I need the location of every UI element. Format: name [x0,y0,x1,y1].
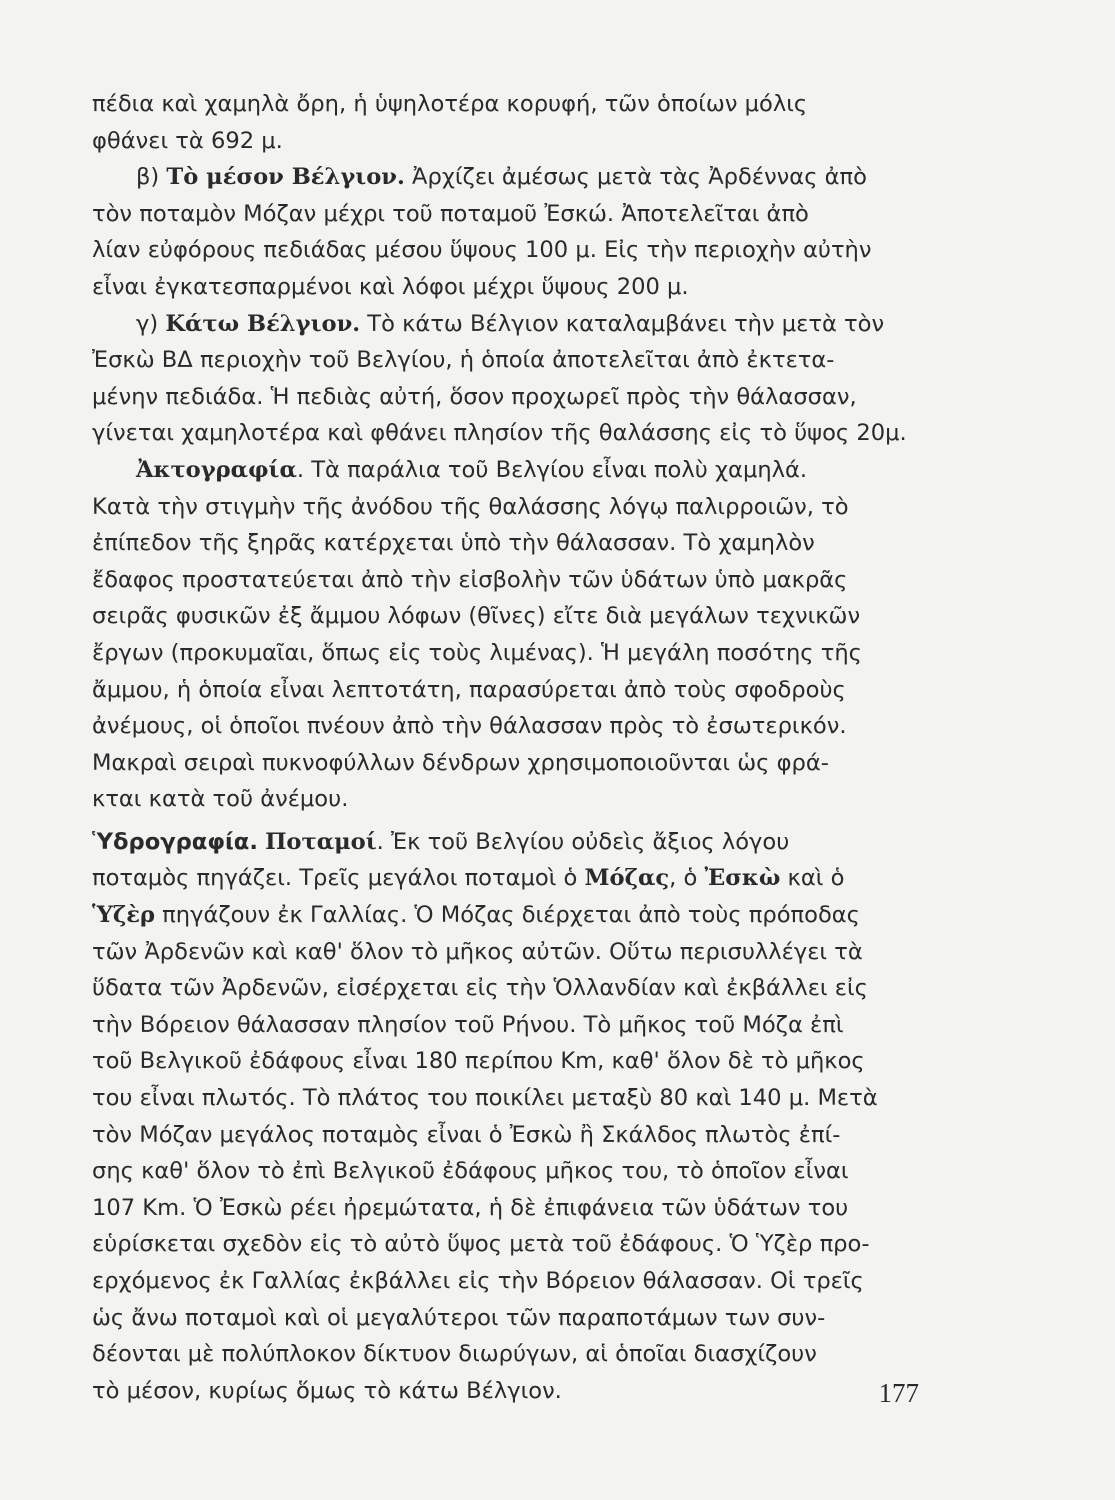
river-name-scheldt: Ἐσκὼ [704,865,781,892]
text-line: μένην πεδιάδα. Ἡ πεδιὰς αὐτή, ὅσον προχωρεῖ πρὸς τὴν θάλασσαν, [92,383,857,410]
river-name-yser: Ὑζὲρ [92,902,155,929]
text-line: ἀνέμους, οἱ ὁποῖοι πνέουν ἀπὸ τὴν θάλασσαν πρὸς τὸ ἐσωτερικόν. [92,713,847,740]
text-line: φθάνει τὰ 692 μ. [92,127,283,154]
text-line: ὕδατα τῶν Ἀρδενῶν, εἰσέρχεται εἰς τὴν Ὁλλανδίαν καὶ ἐκβάλλει εἰς [92,975,868,1002]
text-line: κται κατὰ τοῦ ἀνέμου. [92,786,349,813]
text-line: τὸ μέσον, κυρίως ὅμως τὸ κάτω Βέλγιον. [92,1377,562,1404]
text-line: ἔργων (προκυμαῖαι, ὅπως εἰς τοὺς λιμένας). Ἡ μεγάλη ποσότης τῆς [92,639,862,666]
text-line: ερχόμενος ἐκ Γαλλίας ἐκβάλλει εἰς τὴν Βόρειον θάλασσαν. Οἱ τρεῖς [92,1268,864,1294]
text-line: ἄμμου, ἡ ὁποία εἶναι λεπτοτάτη, παρασύρεται ἀπὸ τοὺς σφοδροὺς [92,676,846,703]
text-line [92,897,1028,934]
text-run: . Τὰ παράλια τοῦ Βελγίου εἶναι πολὺ χαμηλά. [296,456,808,483]
page-number: 177 [878,1378,919,1408]
text-line [92,452,1028,489]
text-line: ὡς ἄνω ποταμοὶ καὶ οἱ μεγαλύτεροι τῶν παραποτάμων των συν- [92,1304,826,1331]
text-line: ἐπίπεδον τῆς ξηρᾶς κατέρχεται ὑπὸ τὴν θάλασσαν. Τὸ χαμηλὸν [92,530,815,557]
text-run: , ὁ [669,865,705,892]
section-label: β) [136,164,167,191]
text-line: ἔδαφος προστατεύεται ἀπὸ τὴν εἰσβολὴν τῶν ὑδάτων ὑπὸ μακρᾶς [92,566,848,593]
text-line [92,159,1028,196]
text-run: Ἀρχίζει ἀμέσως μετὰ τὰς Ἀρδέννας ἀπὸ [404,164,867,191]
text-line [92,860,1028,897]
text-run: Τὸ κάτω Βέλγιον καταλαμβάνει τὴν μετὰ τὸν [360,310,885,337]
text-line: τοῦ Βελγικοῦ ἐδάφους εἶναι 180 περίπου Km, καθ' ὅλον δὲ τὸ μῆκος [92,1048,865,1075]
river-name-meuse: Μόζας [584,865,670,892]
section-heading-rivers: Ποταμοί [265,828,377,855]
text-line: σειρᾶς φυσικῶν ἐξ ἄμμου λόφων (θῖνες) εἴτε διὰ μεγάλων τεχνικῶν [92,603,861,630]
section-heading-lower-belgium: Κάτω Βέλγιον. [165,310,361,337]
text-line: τὸν Μόζαν μεγάλος ποταμὸς εἶναι ὁ Ἐσκὼ ἢ Σκάλδος πλωτὸς ἐπί- [92,1121,841,1148]
text-run: πηγάζουν ἐκ Γαλλίας. Ὁ Μόζας διέρχεται ἀπὸ τοὺς πρόποδας [154,902,860,929]
text-line: λίαν εὐφόρους πεδιάδας μέσου ὕψους 100 μ. Εἰς τὴν περιοχὴν αὐτὴν [92,237,872,264]
text-line: σης καθ' ὅλον τὸ ἐπὶ Βελγικοῦ ἐδάφους μῆκος του, τὸ ὁποῖον εἶναι [92,1158,849,1185]
text-run: καὶ ὁ [780,865,845,892]
section-heading-hydrography: Ὑδρογραφία. [92,828,258,855]
text-run: . Ἐκ τοῦ Βελγίου οὐδεὶς ἄξιος λόγου [376,828,790,855]
text-line: τῶν Ἀρδενῶν καὶ καθ' ὅλον τὸ μῆκος αὐτῶν. Οὕτω περισυλλέγει τὰ [92,938,863,965]
section-heading-coastline: Ἀκτογραφία [136,456,297,483]
text-line: Μακραὶ σειραὶ πυκνοφύλλων δένδρων χρησιμοποιοῦνται ὡς φρά- [92,749,829,776]
text-line: γίνεται χαμηλοτέρα καὶ φθάνει πλησίον τῆς θαλάσσης εἰς τὸ ὕψος 20μ. [92,420,907,447]
text-line: Κατὰ τὴν στιγμὴν τῆς ἀνόδου τῆς θαλάσσης λόγῳ παλιρροιῶν, τὸ [92,493,849,520]
text-line: Ἐσκὼ ΒΔ περιοχὴν τοῦ Βελγίου, ἡ ὁποία ἀποτελεῖται ἀπὸ ἐκτετα- [92,347,835,374]
text-line: πέδια καὶ χαμηλὰ ὄρη, ἡ ὑψηλοτέρα κορυφή, τῶν ὁποίων μόλις [92,91,808,117]
section-label: γ) [136,310,166,337]
text-line [92,824,1028,861]
text-line: τὴν Βόρειον θάλασσαν πλησίον τοῦ Ρήνου. Τὸ μῆκος τοῦ Μόζα ἐπὶ [92,1011,844,1038]
text-line [92,306,1028,343]
page-body [92,86,1028,1409]
text-run: ποταμὸς πηγάζει. Τρεῖς μεγάλοι ποταμοὶ ὁ [92,865,585,892]
text-line: τὸν ποταμὸν Μόζαν μέχρι τοῦ ποταμοῦ Ἐσκώ. Ἀποτελεῖται ἀπὸ [92,200,809,227]
section-heading-middle-belgium: Τὸ μέσον Βέλγιον. [166,164,405,191]
text-line: εἶναι ἐγκατεσπαρμένοι καὶ λόφοι μέχρι ὕψους 200 μ. [92,273,689,300]
text-line: εὑρίσκεται σχεδὸν εἰς τὸ αὐτὸ ὕψος μετὰ τοῦ ἐδάφους. Ὁ Ὑζὲρ προ- [92,1231,870,1258]
text-line: δέονται μὲ πολύπλοκον δίκτυον διωρύγων, αἱ ὁποῖαι διασχίζουν [92,1341,817,1368]
text-line: 107 Km. Ὁ Ἐσκὼ ρέει ἠρεμώτατα, ἡ δὲ ἐπιφάνεια τῶν ὑδάτων του [92,1194,849,1221]
text-line: του εἶναι πλωτός. Τὸ πλάτος του ποικίλει μεταξὺ 80 καὶ 140 μ. Μετὰ [92,1085,878,1112]
